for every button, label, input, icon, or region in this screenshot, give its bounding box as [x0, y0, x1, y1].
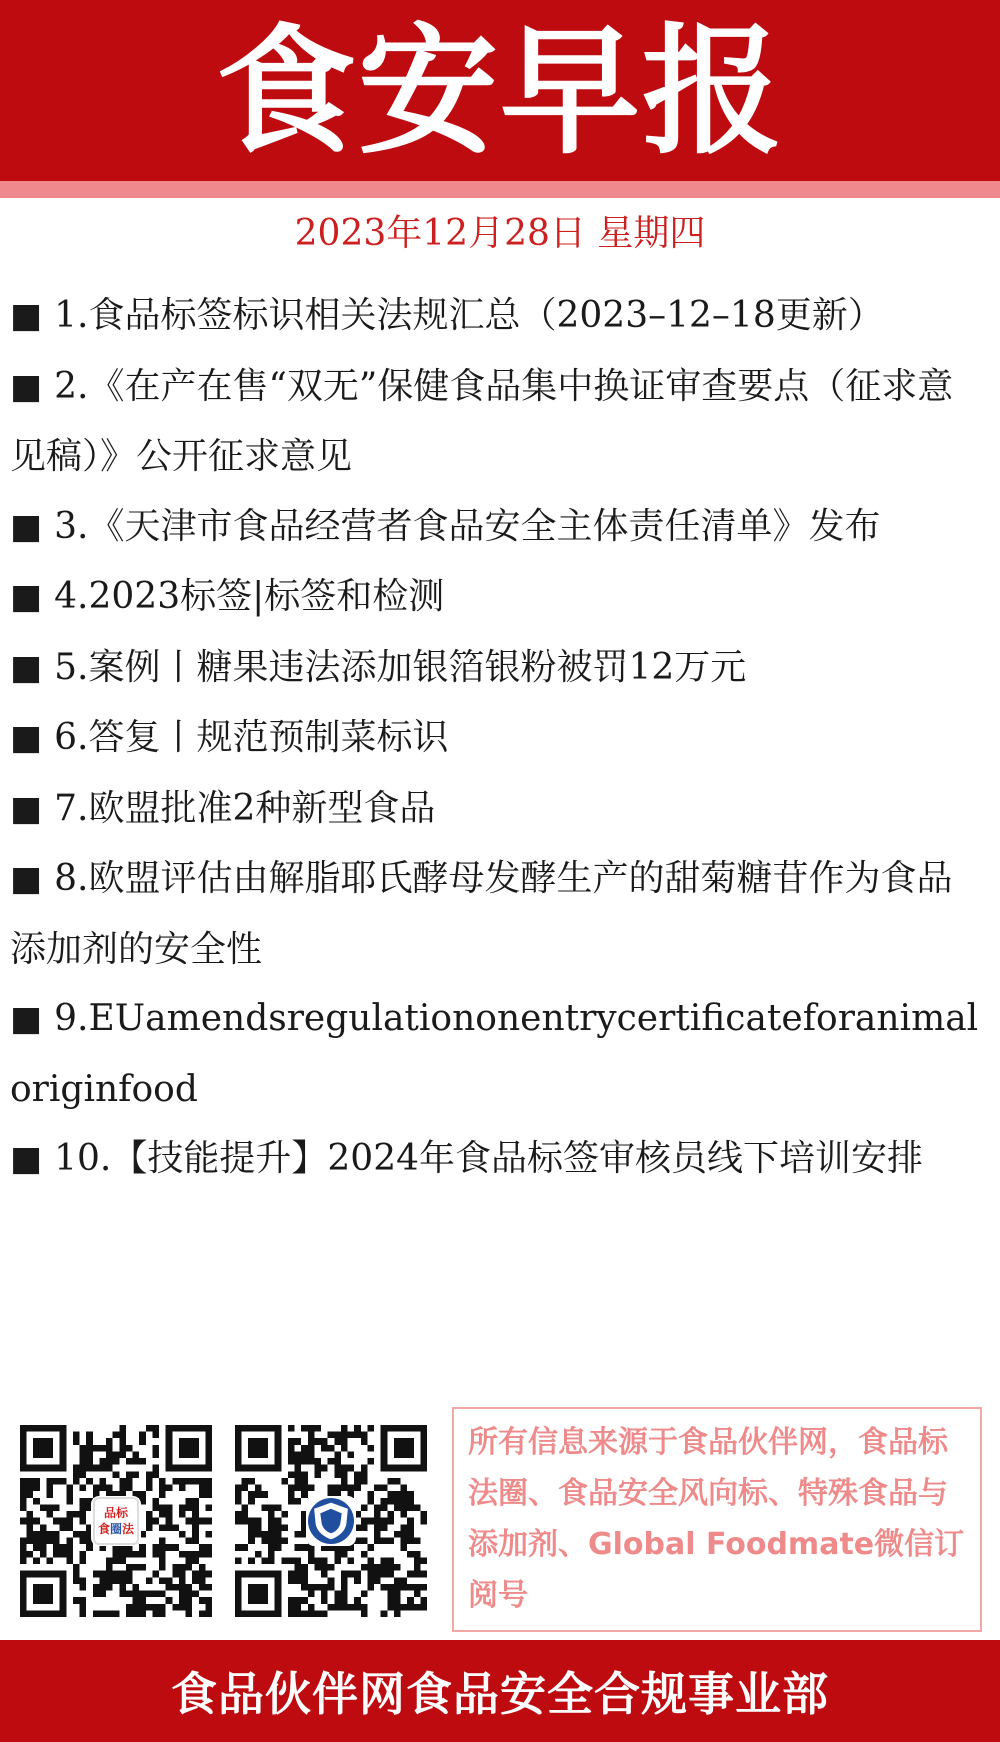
news-number: 6.: [54, 717, 89, 758]
bullet-square-icon: ■: [10, 1139, 43, 1179]
news-number: 7.: [54, 787, 89, 829]
bullet-square-icon: ■: [10, 788, 43, 829]
news-item[interactable]: [10, 1124, 985, 1195]
news-number: 4.: [54, 576, 89, 617]
news-number: 10.: [54, 1138, 112, 1179]
bullet-square-icon: ■: [10, 366, 43, 407]
news-item[interactable]: [10, 633, 985, 704]
source-info-box: 所有信息来源于食品伙伴网，食品标法圈、食品安全风向标、特殊食品与添加剂、Global Foodmate微信订阅号: [452, 1407, 982, 1632]
news-number: 2.: [54, 365, 89, 407]
news-list: [10, 281, 985, 1195]
page-title: 食安早报: [215, 10, 784, 174]
qr-logo-1: [91, 1496, 141, 1546]
qr-code-1: [20, 1425, 212, 1617]
qr-logo-2: [306, 1496, 356, 1546]
news-item[interactable]: [10, 562, 985, 633]
news-title: 案例丨糖果违法添加银箔银粉被罚12万元: [88, 646, 747, 688]
date-line: 2023年12月28日 星期四: [294, 213, 706, 254]
news-item[interactable]: [10, 774, 985, 845]
news-title: 2023标签|标签和检测: [88, 576, 445, 617]
news-item[interactable]: [10, 844, 985, 984]
bullet-square-icon: ■: [10, 718, 43, 758]
qr-section: [0, 1400, 1000, 1640]
news-title: 《天津市食品经营者食品安全主体责任清单》发布: [88, 505, 881, 547]
biaoshi-logo: [93, 1497, 139, 1545]
news-title: 答复丨规范预制菜标识: [88, 717, 449, 758]
news-number: 3.: [54, 505, 89, 547]
bullet-square-icon: ■: [10, 647, 43, 688]
news-title: 食品标签标识相关法规汇总（2023–12–18更新）: [88, 295, 884, 336]
news-title: 欧盟批准2种新型食品: [88, 787, 436, 829]
bullet-square-icon: ■: [10, 999, 43, 1039]
bullet-square-icon: ■: [10, 577, 43, 617]
news-title: 《在产在售“双无”保健食品集中换证审查要点（征求意见稿）》公开征求意见: [10, 365, 954, 477]
bullet-square-icon: ■: [10, 296, 43, 336]
shield-badge-icon: [308, 1498, 354, 1544]
news-item[interactable]: [10, 492, 985, 563]
bullet-square-icon: ■: [10, 506, 43, 547]
logo-line-1: 品标: [103, 1506, 128, 1520]
header-divider: [0, 181, 1000, 198]
news-item[interactable]: [10, 281, 985, 352]
news-item[interactable]: [10, 984, 985, 1124]
news-number: 1.: [54, 295, 89, 336]
footer-text: 食品伙伴网食品安全合规事业部: [171, 1667, 829, 1721]
news-title: EUamendsregulationonentrycertificateforanimaloriginfood: [10, 998, 979, 1110]
news-number: 9.: [54, 998, 89, 1039]
bullet-square-icon: ■: [10, 859, 43, 899]
logo-line-2: 食圈法: [97, 1522, 135, 1536]
news-title: 【技能提升】2024年食品标签审核员线下培训安排: [111, 1138, 924, 1179]
news-number: 8.: [54, 858, 89, 899]
news-item[interactable]: [10, 703, 985, 774]
news-title: 欧盟评估由解脂耶氏酵母发酵生产的甜菊糖苷作为食品添加剂的安全性: [10, 858, 953, 970]
news-item[interactable]: [10, 352, 985, 492]
footer-banner: [0, 1640, 1000, 1742]
qr-code-2: [235, 1425, 427, 1617]
header-banner: [0, 0, 1000, 181]
news-number: 5.: [54, 646, 89, 688]
